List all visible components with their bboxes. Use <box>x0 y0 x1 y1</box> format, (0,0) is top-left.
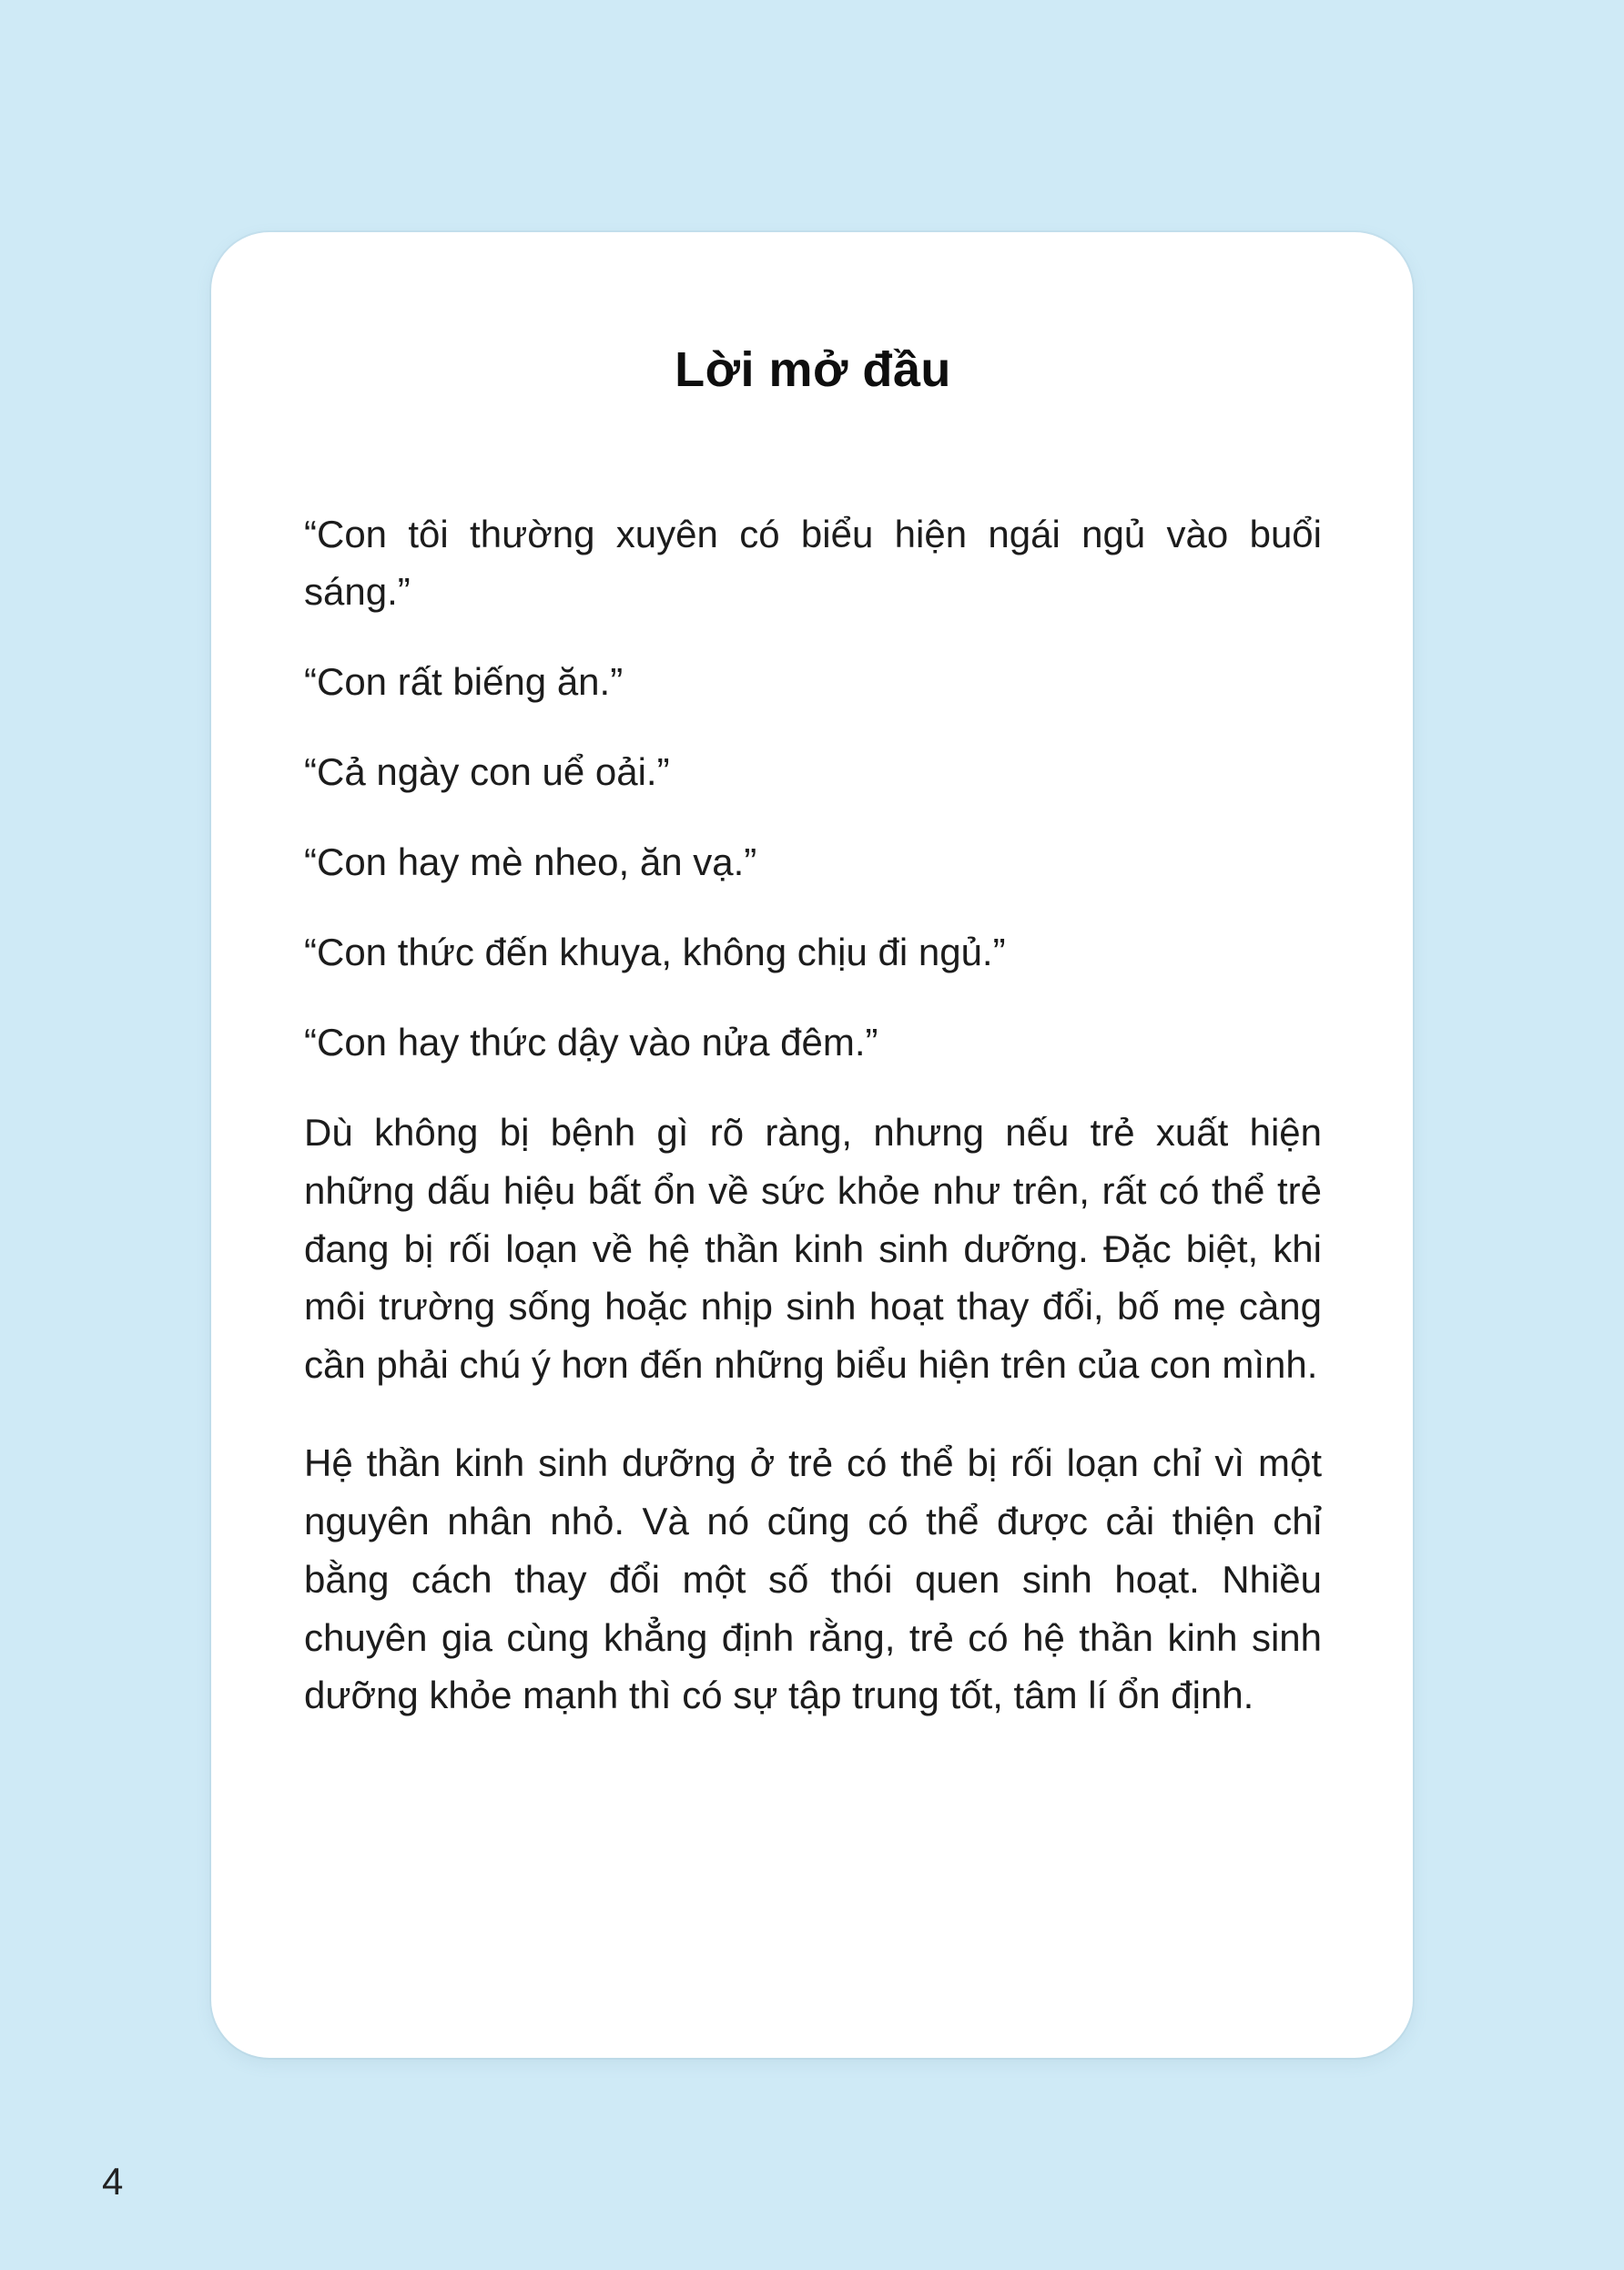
page-number: 4 <box>102 2160 124 2203</box>
content-card <box>211 232 1413 2058</box>
body-paragraph: Hệ thần kinh sinh dưỡng ở trẻ có thể bị rối loạn chỉ vì một nguyên nhân nhỏ. Và nó cũng có thể được cải thiện chỉ bằng cách thay đổi một số thói quen sinh hoạt. Nhiều chuyên gia cùng khẳng định rằng, trẻ có hệ thần kinh sinh dưỡng khỏe mạnh thì có sự tập trung tốt, tâm lí ổn định. <box>304 1441 1322 1717</box>
body-paragraph: Dù không bị bệnh gì rõ ràng, nhưng nếu trẻ xuất hiện những dấu hiệu bất ổn về sức khỏe như trên, rất có thể trẻ đang bị rối loạn về hệ thần kinh sinh dưỡng. Đặc biệt, khi môi trường sống hoặc nhịp sinh hoạt thay đổi, bố mẹ càng cần phải chú ý hơn đến những biểu hiện trên của con mình. <box>304 1111 1322 1387</box>
chapter-title: Lời mở đầu <box>675 342 951 397</box>
quote-line: “Con tôi thường xuyên có biểu hiện ngái ngủ vào buổi sáng.” <box>304 513 1322 613</box>
quote-line: “Con hay thức dậy vào nửa đêm.” <box>304 1021 878 1064</box>
quote-line: “Con hay mè nheo, ăn vạ.” <box>304 840 757 883</box>
quote-line: “Con thức đến khuya, không chịu đi ngủ.” <box>304 931 1006 973</box>
quote-line: “Cả ngày con uể oải.” <box>304 750 670 793</box>
quote-line: “Con rất biếng ăn.” <box>304 660 624 703</box>
